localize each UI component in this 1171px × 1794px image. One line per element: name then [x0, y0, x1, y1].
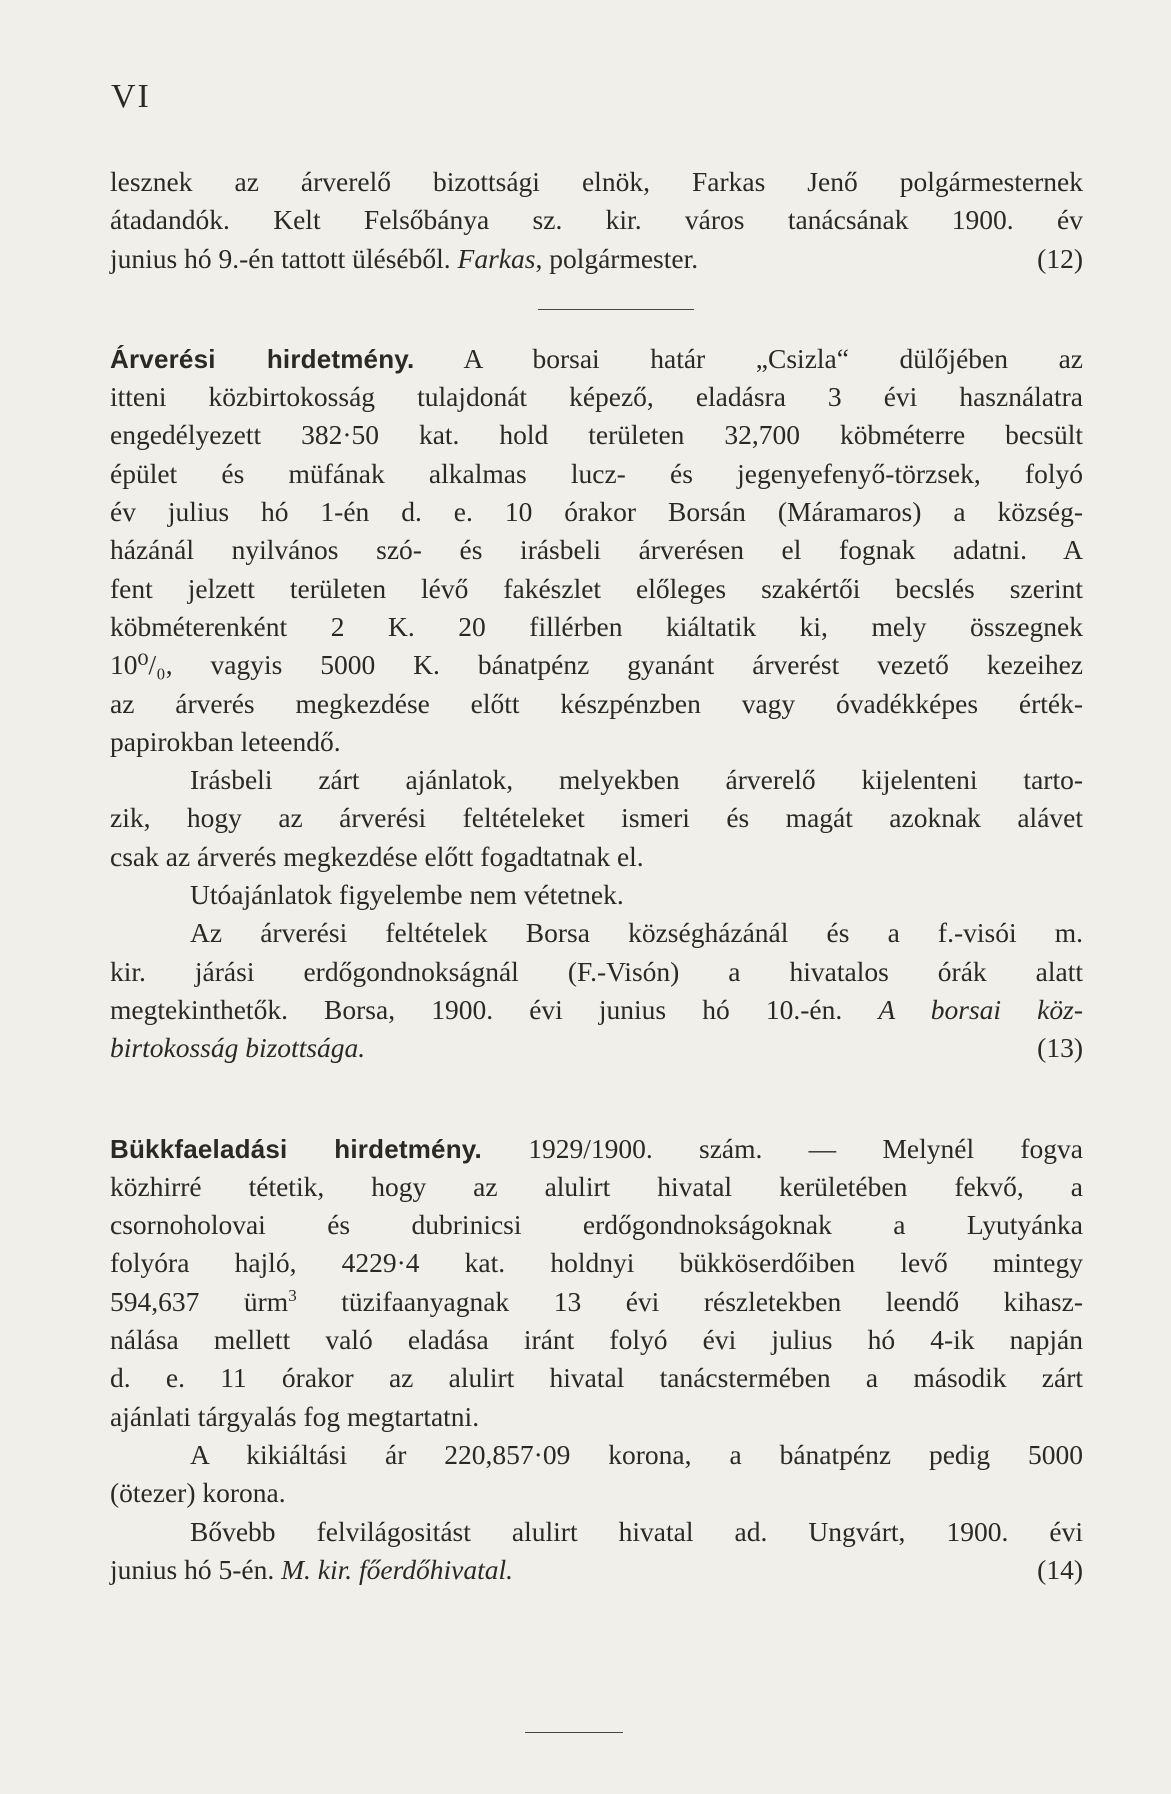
notice-2-heading: Árverési hirdetmény.	[110, 343, 415, 374]
notice-2	[110, 340, 1083, 1068]
notice-2-line: köbméterenként 2 K. 20 fillérben kiáltatik ki, mely összegnek	[110, 610, 1083, 642]
notice-3-first-line	[110, 1130, 1083, 1168]
notice-3-line: folyóra hajló, 4229·4 kat. holdnyi bükköserdőiben levő mintegy	[110, 1247, 1083, 1279]
separator-rule	[538, 309, 694, 310]
notice-2-line: 10⁰/₀, vagyis 5000 K. bánatpénz gyanánt árverést vezető kezeihez	[110, 649, 1083, 681]
notice-1-signature-tail: , polgármester.	[535, 242, 699, 274]
notice-3-line: közhirré tétetik, hogy az alulirt hivatal kerületében fekvő, a	[110, 1170, 1083, 1202]
notice-3-line: csornoholovai és dubrinicsi erdőgondnokságoknak a Lyutyánka	[110, 1209, 1083, 1241]
notice-1-closing-text	[110, 240, 698, 278]
notice-1	[110, 163, 1083, 278]
notice-2-line: itteni közbirtokosság tulajdonát képező, eladásra 3 évi használatra	[110, 381, 1083, 413]
notice-2-first-line	[110, 340, 1083, 378]
notice-2-line: Az árverési feltételek Borsa községházánál és a f.-visói m.	[190, 917, 1083, 949]
notice-2-line: Irásbeli zárt ajánlatok, melyekben árverelő kijelenteni tarto-	[190, 764, 1083, 796]
notice-2-line: az árverés megkezdése előtt készpénzben vagy óvadékképes érték-	[110, 687, 1083, 719]
notice-2-line-before-signature	[110, 991, 1083, 1029]
notice-3-line: nálása mellett való eladása iránt folyó évi julius hó 4-ik napján	[110, 1324, 1083, 1356]
notice-3-volume-text: 594,637 ürm	[110, 1285, 289, 1317]
notice-3-line: ajánlati tárgyalás fog megtartatni.	[110, 1400, 480, 1432]
notice-3-line: A kikiáltási ár 220,857·09 korona, a bánatpénz pedig 5000	[190, 1438, 1083, 1470]
notice-3-line: (ötezer) korona.	[110, 1477, 286, 1509]
notice-2-line: épület és müfának alkalmas lucz- és jegenyefenyő-törzsek, folyó	[110, 457, 1083, 489]
notice-1-line: lesznek az árverelő bizottsági elnök, Farkas Jenő polgármesternek	[110, 166, 1083, 197]
separator	[110, 278, 1083, 340]
text-column	[110, 163, 1083, 1589]
notice-2-line: házánál nyilvános szó- és irásbeli árverésen el fognak adatni. A	[110, 534, 1083, 566]
notice-3-volume-line	[110, 1283, 1083, 1321]
notice-3-closing-line	[110, 1551, 1083, 1589]
notice-2-line: engedélyezett 382·50 kat. hold területen 32,700 köbméterre becsült	[110, 419, 1083, 451]
notice-2-first-line-rest: A borsai határ „Csizla“ dülőjében az	[414, 342, 1083, 374]
notice-3-volume-superscript: 3	[288, 1285, 297, 1305]
notice-2-number: (13)	[1037, 1032, 1083, 1064]
notice-3-volume-rest: tüzifaanyagnak 13 évi részletekben leendő kihasz-	[296, 1285, 1083, 1317]
notice-1-closing-line	[110, 240, 1083, 278]
notice-2-closing-line	[110, 1029, 1083, 1067]
notice-2-line: Utóajánlatok figyelembe nem vétetnek.	[190, 879, 624, 911]
notice-2-signature-part-2: birtokosság bizottsága.	[110, 1032, 366, 1064]
notice-3-heading: Bükkfaeladási hirdetmény.	[110, 1133, 482, 1164]
notice-3-date: junius hó 5-én.	[110, 1553, 275, 1585]
section-gap	[110, 1068, 1083, 1130]
notice-3-first-line-rest: 1929/1900. szám. — Melynél fogva	[481, 1132, 1083, 1164]
notice-2-line: fent jelzett területen lévő fakészlet előleges szakértői becslés szerint	[110, 572, 1083, 604]
notice-3-signature: M. kir. főerdőhivatal.	[281, 1553, 514, 1585]
notice-2-line-text: megtekinthetők. Borsa, 1900. évi junius hó 10.-én.	[110, 993, 843, 1025]
notice-2-line: zik, hogy az árverési feltételeket ismeri és magát azoknak alávet	[110, 802, 1083, 834]
notice-1-signature: Farkas	[457, 242, 536, 274]
notice-3-line: Bővebb felvilágositást alulirt hivatal ad. Ungvárt, 1900. évi	[190, 1515, 1083, 1547]
notice-3-number: (14)	[1037, 1553, 1083, 1585]
notice-2-line: év julius hó 1-én d. e. 10 órakor Borsán (Máramaros) a község-	[110, 496, 1083, 528]
notice-3	[110, 1130, 1083, 1590]
notice-1-number: (12)	[1037, 242, 1083, 274]
bottom-rule	[525, 1732, 623, 1733]
notice-3-line: d. e. 11 órakor az alulirt hivatal tanácstermében a második zárt	[110, 1362, 1083, 1394]
page-number: VI	[111, 78, 151, 115]
notice-2-line: kir. járási erdőgondnokságnál (F.-Visón) a hivatalos órák alatt	[110, 955, 1083, 987]
notice-2-signature-part-1: A borsai köz-	[878, 993, 1083, 1025]
notice-1-line: átadandók. Kelt Felsőbánya sz. kir. város tanácsának 1900. év	[110, 204, 1083, 236]
notice-2-line: papirokban leteendő.	[110, 725, 341, 757]
notice-1-line: junius hó 9.-én tattott üléséből.	[110, 242, 451, 274]
notice-3-closing-text	[110, 1551, 513, 1589]
notice-2-line: csak az árverés megkezdése előtt fogadtatnak el.	[110, 840, 644, 872]
